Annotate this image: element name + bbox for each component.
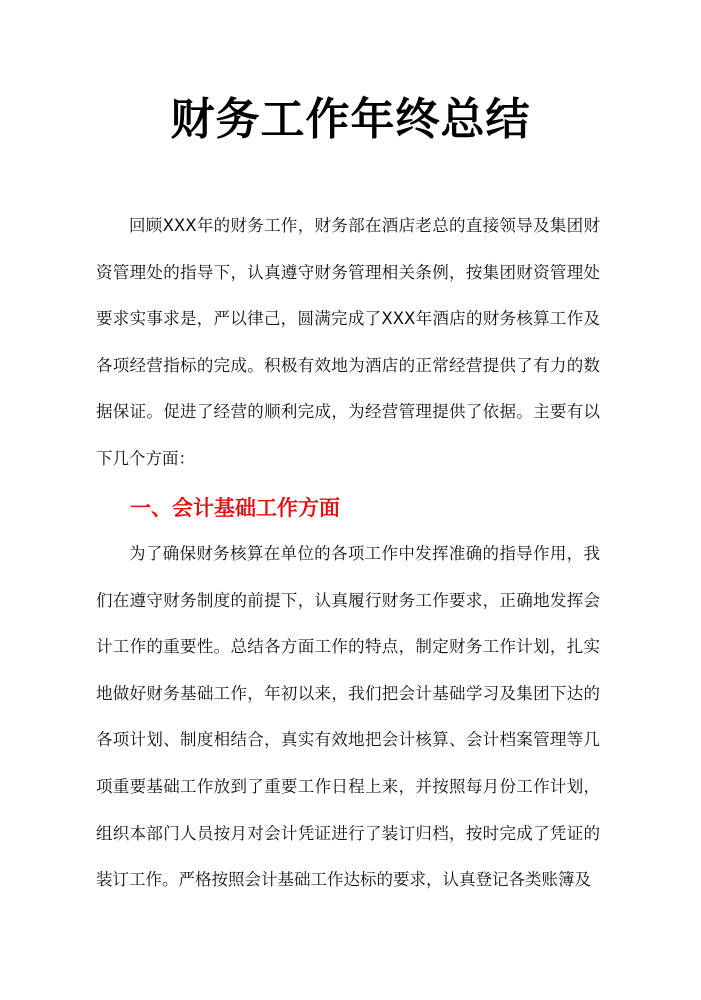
- intro-paragraph: 回顾XXX年的财务工作，财务部在酒店老总的直接领导及集团财资管理处的指导下，认真遵守财务管理相关条例，按集团财资管理处要求实事求是，严以律己，圆满完成了XXX年酒店的财务核算工作及各项经营指标的完成。积极有效地为酒店的正常经营提供了有力的数据保证。促进了经营的顺利完成，为经营管理提供了依据。主要有以下几个方面：: [96, 216, 600, 468]
- section-paragraph: 为了确保财务核算在单位的各项工作中发挥准确的指导作用，我们在遵守财务制度的前提下，认真履行财务工作要求，正确地发挥会计工作的重要性。总结各方面工作的特点，制定财务工作计划，扎实地做好财务基础工作，年初以来，我们把会计基础学习及集团下达的各项计划、制度相结合，真实有效地把会计核算、会计档案管理等几项重要基础工作放到了重要工作日程上来，并按照每月份工作计划，组织本部门人员按月对会计凭证进行了装订归档，按时完成了凭证的装订工作。严格按照会计基础工作达标的要求，认真登记各类账簿及: [96, 544, 600, 890]
- document-title: 财务工作年终总结: [170, 94, 531, 145]
- section-heading: 一、会计基础工作方面: [130, 496, 340, 520]
